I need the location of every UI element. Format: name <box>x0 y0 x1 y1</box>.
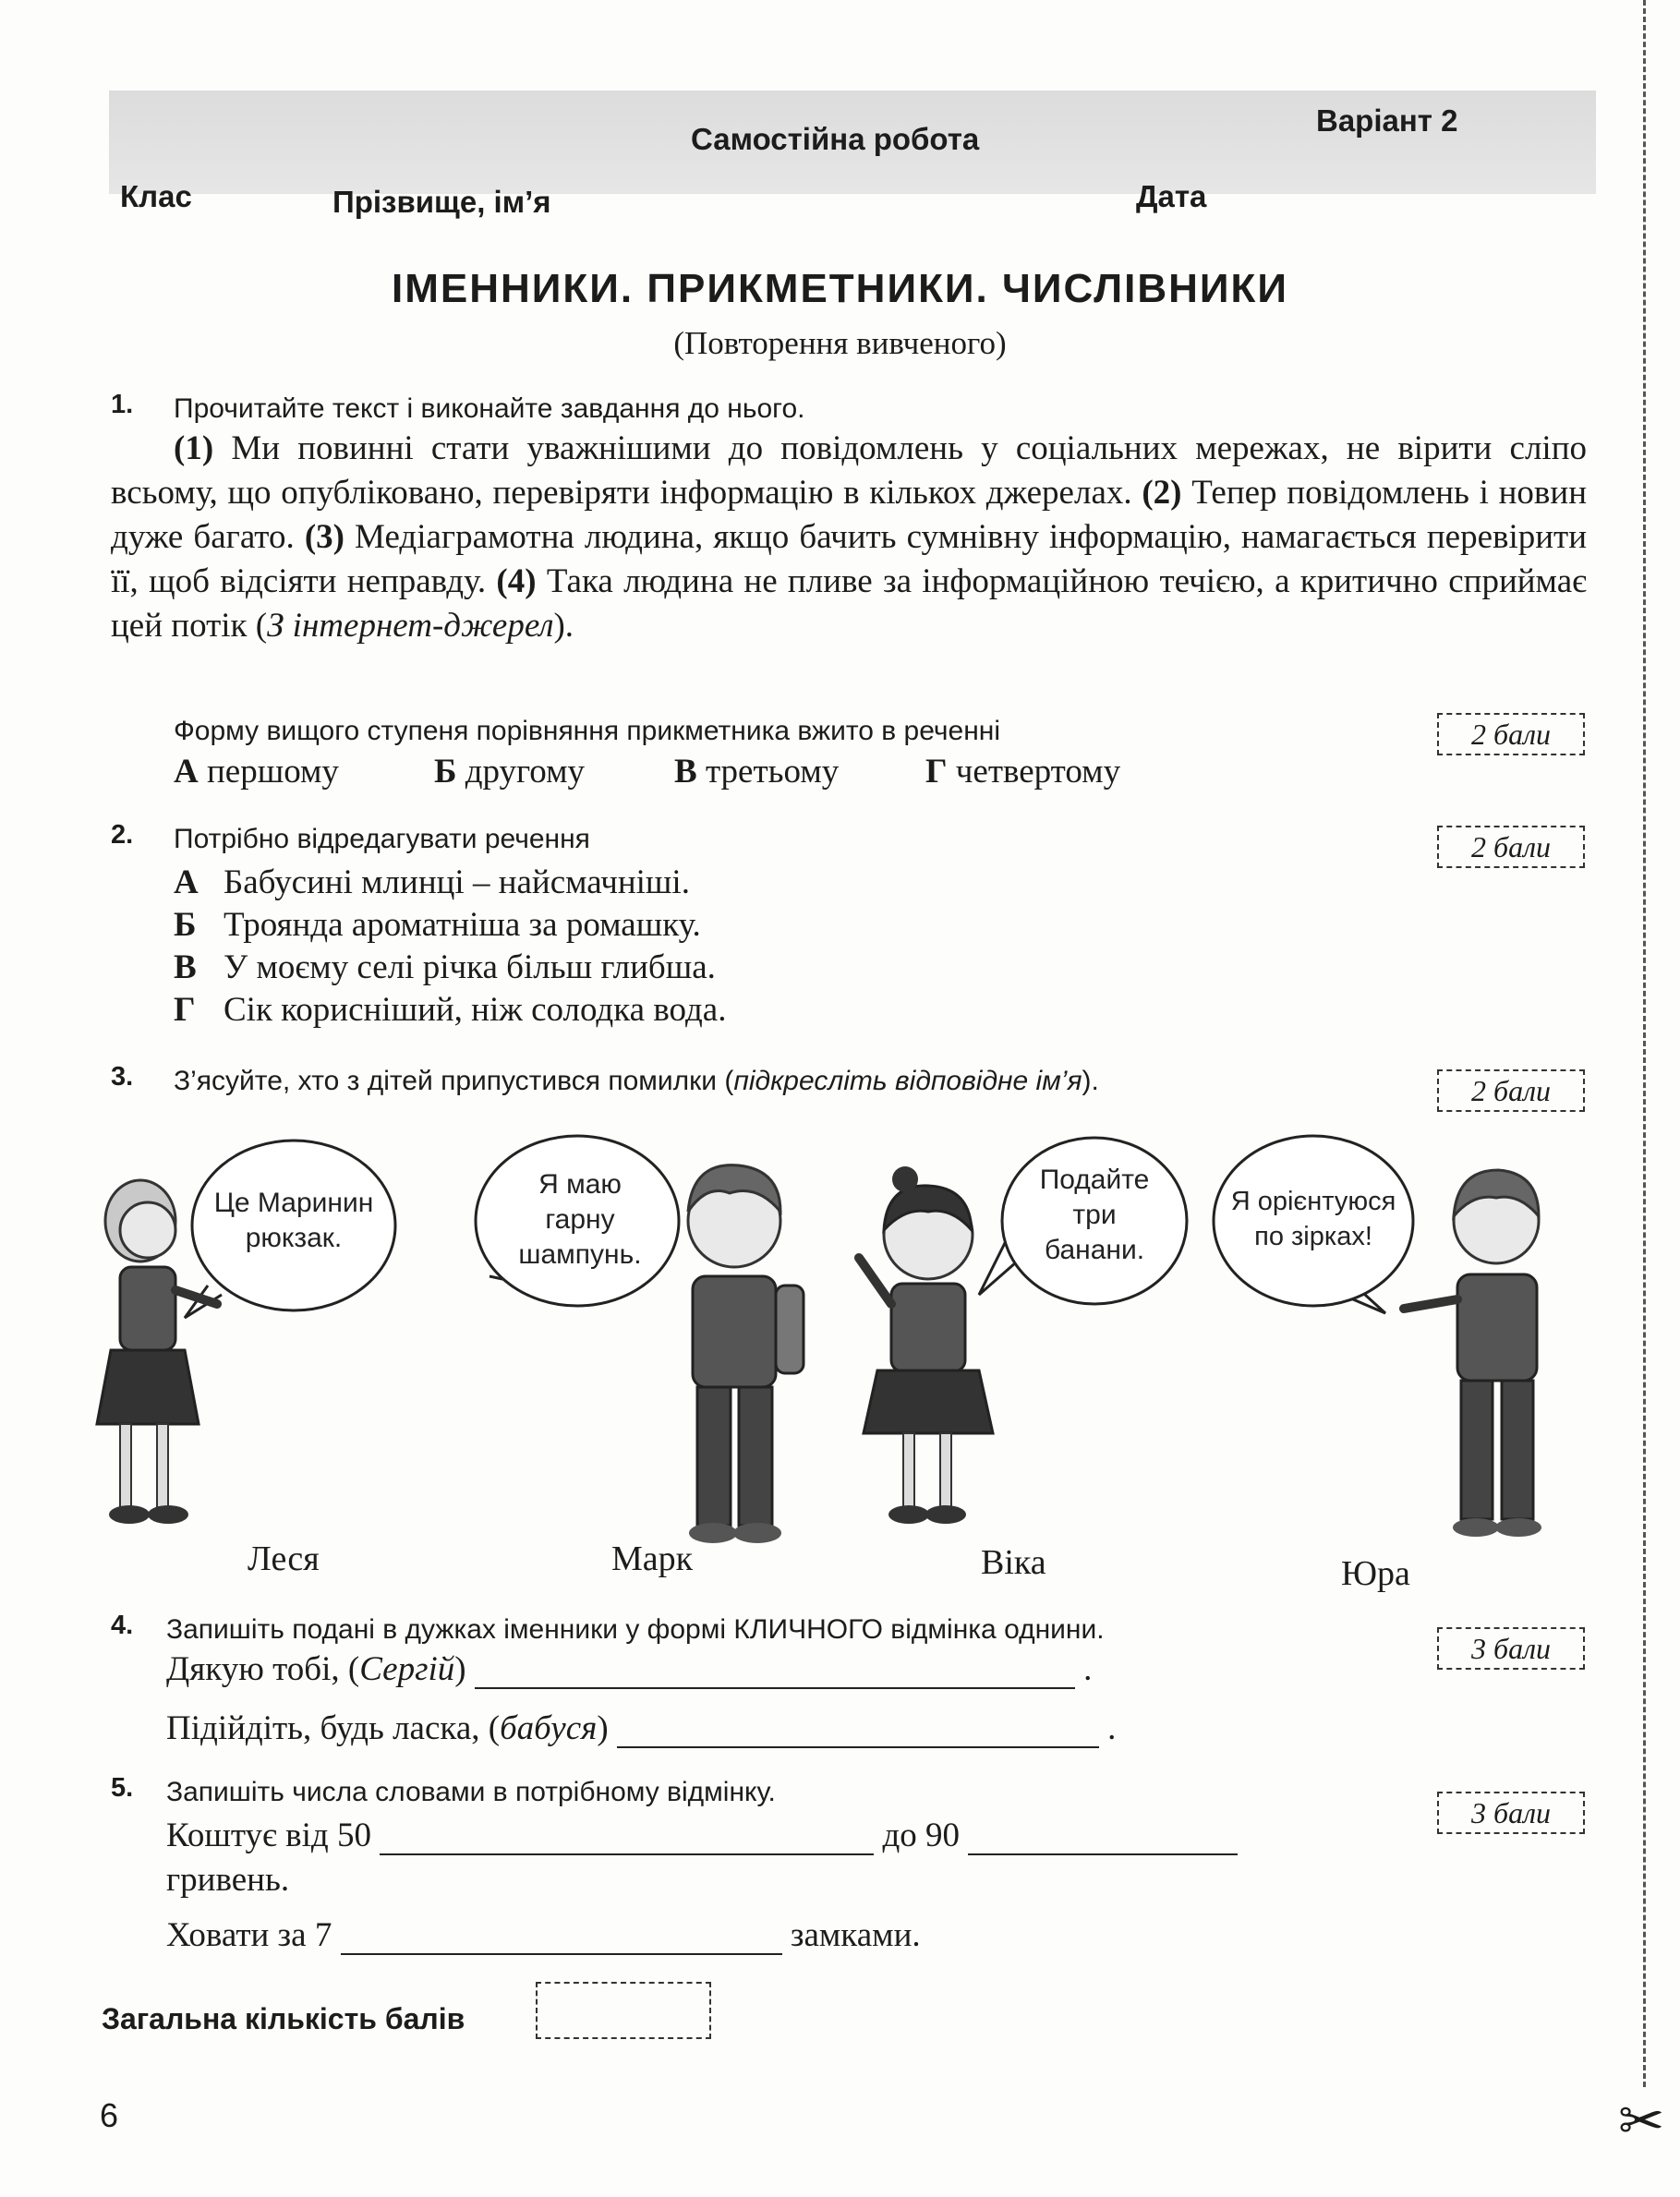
q4-score-box: 3 бали <box>1437 1627 1585 1670</box>
svg-text:Я маю: Я маю <box>538 1169 622 1200</box>
q4-line-2 <box>166 1708 1116 1748</box>
svg-text:Я орієнтуюся: Я орієнтуюся <box>1230 1187 1396 1216</box>
total-score-label: Загальна кількість балів <box>102 2002 465 2035</box>
page-subtitle: (Повторення вивченого) <box>673 325 1007 361</box>
svg-text:рюкзак.: рюкзак. <box>245 1223 343 1253</box>
svg-text:шампунь.: шампунь. <box>518 1239 642 1270</box>
q3-instruction-italic: підкресліть відповідне ім’я <box>733 1066 1082 1096</box>
sentence-4: Така людина не пливе за інформаційною течією, а критично сприймає цей потік ( <box>111 562 1588 645</box>
q1-option-a[interactable] <box>174 752 339 791</box>
q1-option-b[interactable] <box>434 752 585 791</box>
q5-number: 5. <box>111 1773 134 1803</box>
q5-line-1-text-a: Коштує від 50 <box>166 1817 371 1854</box>
q4-line-2-dot: . <box>1107 1709 1117 1747</box>
q1-passage <box>111 427 1587 648</box>
sentence-3-number: (3) <box>304 518 344 556</box>
q1-question: Форму вищого ступеня порівняння прикметника вжито в реченні <box>174 716 1001 746</box>
speech-bubble-2 <box>476 1136 679 1306</box>
option-text: четвертому <box>955 753 1121 791</box>
sentence-3: Медіаграмотна людина, якщо бачить сумнівну інформацію, намагається перевірити її, щоб відсіяти неправду. <box>111 518 1588 600</box>
q5-line-2-text-b: замками. <box>790 1916 921 1954</box>
speech-bubble-1 <box>185 1141 395 1318</box>
q4-line-1-prefix: Дякую тобі, ( <box>166 1650 360 1688</box>
option-text: третьому <box>705 753 840 791</box>
child-figure-yura <box>1404 1170 1541 1537</box>
q2-score-box: 2 бали <box>1437 826 1585 868</box>
q3-instruction <box>174 1066 1099 1097</box>
sentence-2: Тепер повідомлень і новин дуже багато. <box>111 474 1587 556</box>
sentence-1-number: (1) <box>174 429 214 467</box>
q3-score-box: 2 бали <box>1437 1069 1585 1112</box>
passage-source: З інтернет-джерел <box>267 607 554 645</box>
children-illustration <box>92 1129 1570 1563</box>
option-letter: Г <box>174 991 196 1029</box>
q3-instruction-end: ). <box>1082 1066 1099 1096</box>
option-text: Бабусині млинці – найсмачніші. <box>224 863 690 901</box>
q3-number: 3. <box>111 1062 134 1092</box>
option-letter: В <box>674 753 697 791</box>
name-label: Прізвище, ім’я <box>332 185 551 219</box>
option-text: У моєму селі річка більш глибша. <box>224 948 716 986</box>
q5-score-box: 3 бали <box>1437 1792 1585 1834</box>
q1-instruction: Прочитайте текст і виконайте завдання до нього. <box>174 393 805 424</box>
page-title: ІМЕННИКИ. ПРИКМЕТНИКИ. ЧИСЛІВНИКИ <box>392 266 1288 311</box>
child-figure-vika <box>859 1166 993 1524</box>
q4-line-2-close: ) <box>597 1709 609 1747</box>
variant-label: Варіант 2 <box>1316 103 1458 138</box>
q5-line-1-text-b: до 90 <box>882 1817 961 1854</box>
q5-line-1-cont: гривень. <box>166 1861 290 1899</box>
q1-number: 1. <box>111 390 134 419</box>
sentence-1: Ми повинні стати уважнішими до повідомлень у соціальних мережах, не вірити сліпо всьому, що опубліковано, перевіряти інформацію в кількох джерелах. <box>111 429 1587 512</box>
option-letter: Б <box>174 906 197 944</box>
q4-answer-field-1[interactable] <box>475 1654 1075 1689</box>
q4-line-1-dot: . <box>1083 1650 1093 1688</box>
q2-option-c[interactable] <box>174 948 716 987</box>
q5-line-1 <box>166 1816 1238 1855</box>
q5-instruction: Запишіть числа словами в потрібному відмінку. <box>166 1777 776 1807</box>
q2-instruction: Потрібно відредагувати речення <box>174 824 590 854</box>
q4-line-2-noun: бабуся <box>500 1709 598 1747</box>
sentence-4-number: (4) <box>496 562 537 600</box>
scissors-icon: ✂ <box>1618 2091 1665 2152</box>
q4-line-2-prefix: Підійдіть, будь ласка, ( <box>166 1709 501 1747</box>
svg-text:гарну: гарну <box>545 1204 615 1235</box>
q5-answer-field-3[interactable] <box>341 1920 782 1955</box>
q1-option-d[interactable] <box>925 752 1120 791</box>
child-figure-mark <box>688 1165 804 1543</box>
q2-number: 2. <box>111 820 134 850</box>
option-letter: А <box>174 753 199 791</box>
child-name-yura[interactable]: Юра <box>1341 1554 1410 1593</box>
option-letter: Б <box>434 753 457 791</box>
option-letter: В <box>174 948 197 986</box>
q4-line-1-noun: Сергій <box>359 1650 455 1688</box>
option-text: Троянда ароматніша за ромашку. <box>224 906 701 944</box>
sentence-2-number: (2) <box>1142 474 1182 512</box>
q5-answer-field-1[interactable] <box>380 1820 874 1855</box>
option-letter: А <box>174 863 199 901</box>
child-name-vika[interactable]: Віка <box>981 1543 1046 1582</box>
q5-line-2-text-a: Ховати за 7 <box>166 1916 332 1954</box>
option-text: першому <box>206 753 339 791</box>
q4-instruction: Запишіть подані в дужках іменники у формі КЛИЧНОГО відмінка однини. <box>166 1614 1105 1645</box>
q2-option-a[interactable] <box>174 863 690 902</box>
svg-text:Це Маринин: Це Маринин <box>213 1188 374 1218</box>
passage-end: ). <box>553 607 574 645</box>
q4-number: 4. <box>111 1611 134 1640</box>
date-label: Дата <box>1136 179 1207 213</box>
svg-text:три: три <box>1072 1200 1117 1230</box>
child-name-mark[interactable]: Марк <box>611 1539 694 1578</box>
q4-answer-field-2[interactable] <box>617 1713 1099 1748</box>
q1-score-box: 2 бали <box>1437 713 1585 755</box>
q2-option-b[interactable] <box>174 905 701 945</box>
q4-line-1 <box>166 1649 1092 1689</box>
speech-bubble-3 <box>979 1138 1187 1304</box>
option-text: Сік корисніший, ніж солодка вода. <box>224 991 727 1029</box>
option-letter: Г <box>925 753 948 791</box>
q5-answer-field-2[interactable] <box>968 1820 1238 1855</box>
page-number: 6 <box>100 2096 119 2134</box>
q1-option-c[interactable] <box>674 752 839 791</box>
q3-instruction-text: З’ясуйте, хто з дітей припустився помилки ( <box>174 1066 734 1096</box>
q5-line-2 <box>166 1915 921 1955</box>
q4-line-1-close: ) <box>454 1650 466 1688</box>
svg-text:по зірках!: по зірках! <box>1254 1222 1372 1251</box>
q2-option-d[interactable] <box>174 990 726 1030</box>
cut-line <box>1643 0 1646 2087</box>
speech-bubble-4 <box>1214 1136 1413 1313</box>
child-name-lesya[interactable]: Леся <box>248 1539 320 1578</box>
option-text: другому <box>465 753 586 791</box>
svg-text:банани.: банани. <box>1044 1235 1145 1265</box>
class-label: Клас <box>120 179 192 213</box>
svg-text:Подайте: Подайте <box>1039 1165 1150 1195</box>
total-score-box[interactable] <box>536 1982 711 2039</box>
work-title: Самостійна робота <box>691 122 980 156</box>
